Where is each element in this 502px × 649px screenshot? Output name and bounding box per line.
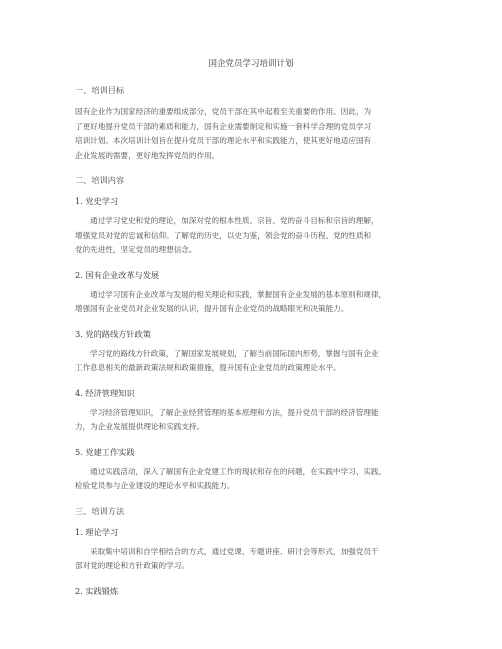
item-title: 4. 经济管理知识 — [75, 387, 135, 398]
paragraph-line: 了更好地提升党员干部的素质和能力，国有企业需要制定和实施一套科学合理的党员学习 — [75, 121, 372, 131]
paragraph-line: 采取集中培训和自学相结合的方式，通过党课、专题讲座、研讨会等形式，加强党员干 — [90, 546, 379, 556]
section-heading: 一、培训目标 — [75, 85, 125, 95]
item-title: 3. 党的路线方针政策 — [75, 328, 151, 339]
item-title: 5. 党建工作实践 — [75, 446, 135, 457]
paragraph-line: 增强党员对党的忠诚和信仰。了解党的历史，以史为鉴，领会党的奋斗历程、党的性质和 — [75, 230, 372, 240]
item-title: 2. 实践锻炼 — [75, 585, 119, 596]
paragraph-line: 学习党的路线方针政策，了解国家发展规划，了解当前国际国内形势，掌握与国有企业 — [90, 348, 379, 358]
paragraph-line: 通过实践活动，深入了解国有企业党建工作的现状和存在的问题，在实践中学习、实践、 — [90, 466, 387, 476]
document-title: 国企党员学习培训计划 — [208, 59, 294, 69]
paragraph-line: 检验党员参与企业建设的理论水平和实践能力。 — [75, 481, 235, 490]
paragraph-line: 通过学习国有企业改革与发展的相关理论和实践，掌握国有企业发展的基本原则和规律， — [90, 289, 387, 299]
paragraph-line: 党的先进性，坚定党员的理想信念。 — [75, 245, 197, 254]
item-title: 2. 国有企业改革与发展 — [75, 269, 160, 280]
item-title: 1. 理论学习 — [75, 526, 119, 537]
paragraph-line: 学习经济管理知识，了解企业经营管理的基本原理和方法，提升党员干部的经济管理能 — [90, 407, 379, 417]
paragraph — [75, 105, 462, 163]
item-title: 1. 党史学习 — [75, 196, 119, 206]
paragraph — [75, 545, 462, 574]
paragraph-line: 工作息息相关的最新政策法规和政策措施，提升国有企业党员的政策理论水平。 — [75, 363, 341, 372]
section-heading: 三、培训方法 — [75, 505, 125, 516]
paragraph — [75, 214, 462, 258]
paragraph-line: 增强国有企业党员对企业发展的认识，提升国有企业党员的战略眼光和决策能力。 — [75, 304, 349, 313]
paragraph-line: 国有企业作为国家经济的重要组成部分，党员干部在其中起着至关重要的作用。因此，为 — [75, 107, 372, 116]
paragraph — [75, 465, 462, 494]
paragraph — [75, 288, 462, 317]
paragraph — [75, 347, 462, 376]
paragraph-line: 培训计划。本次培训计划旨在提升党员干部的理论水平和实践能力，使其更好地适应国有 — [75, 136, 372, 145]
paragraph-line: 企业发展的需要，更好地发挥党员的作用。 — [75, 150, 220, 160]
paragraph-line: 力，为企业发展提供理论和实践支持。 — [75, 422, 205, 431]
paragraph-line: 通过学习党史和党的理论，加深对党的根本性质、宗旨、党的奋斗目标和宗旨的理解， — [90, 216, 379, 225]
section-heading: 二、培训内容 — [75, 175, 125, 185]
paragraph-line: 部对党的理论和方针政策的学习。 — [75, 561, 189, 570]
paragraph — [75, 406, 462, 435]
